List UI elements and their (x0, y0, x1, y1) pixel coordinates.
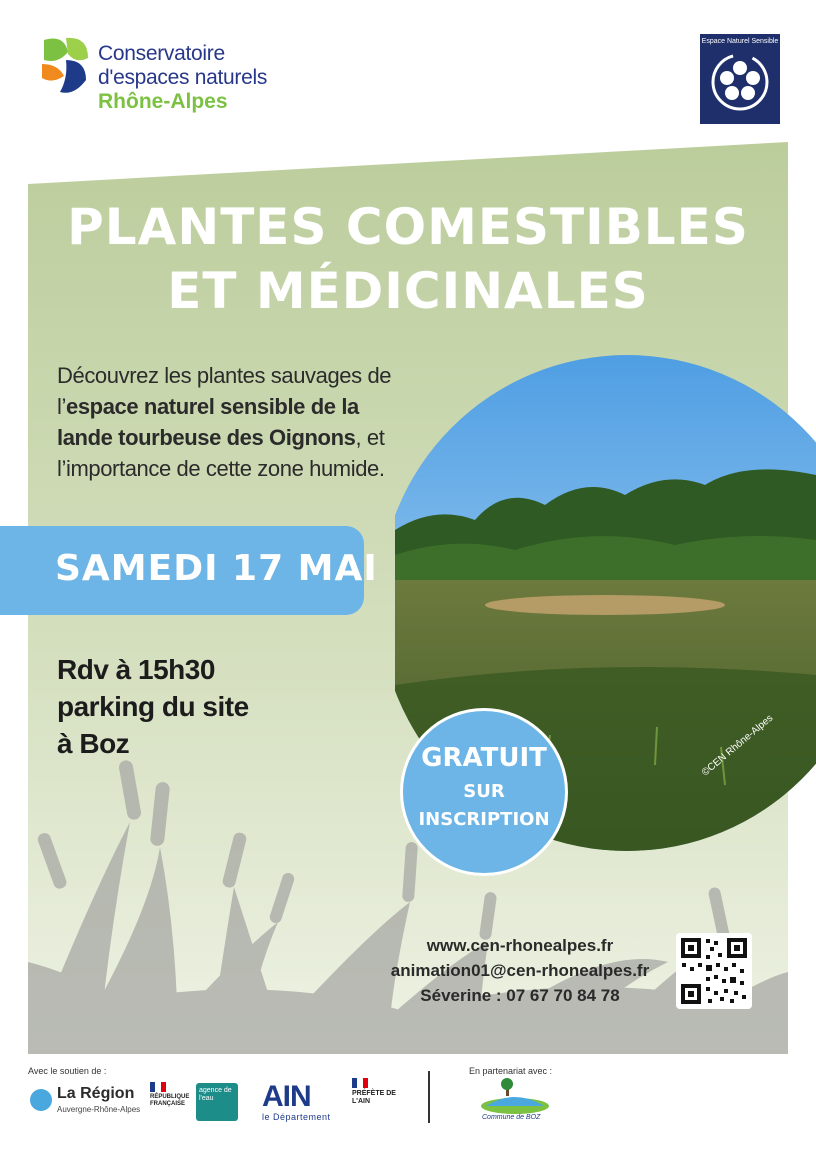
ain-logo (262, 1082, 342, 1126)
support-label: Avec le soutien de : (28, 1066, 107, 1076)
ens-label: Espace Naturel Sensible (701, 38, 779, 45)
free-registration-badge (400, 708, 568, 876)
intro-part1: Découvrez les plantes sauvages de l’ (57, 363, 392, 419)
french-flag-icon (352, 1078, 368, 1088)
prefecture-text: PRÉFÈTE DE L'AIN (352, 1090, 396, 1105)
contact-info (370, 933, 670, 1008)
cen-leaf-icon (38, 34, 90, 96)
ain-sub: le Département (262, 1112, 331, 1122)
republique-logo (150, 1082, 194, 1126)
boz-logo (476, 1078, 554, 1126)
logo-line1: Conservatoire (98, 42, 225, 65)
title-line2: ET MÉDICINALES (167, 262, 649, 320)
region-logo (30, 1085, 140, 1119)
rdv-line1: Rdv à 15h30 (57, 654, 215, 685)
prefecture-logo (352, 1078, 402, 1124)
region-name: La Région (57, 1085, 135, 1102)
logo-line2: d'espaces naturels (98, 66, 268, 89)
ens-badge (700, 34, 780, 124)
intro-bold: espace naturel sensible de la lande tourbeuse des Oignons (57, 394, 359, 450)
website-link[interactable]: www.cen-rhonealpes.fr (426, 936, 614, 955)
intro-part2: , et l’importance de cette zone humide. (57, 425, 385, 481)
qr-code-icon[interactable] (676, 933, 752, 1009)
badge-line1: GRATUIT (421, 743, 547, 773)
badge-line3: INSCRIPTION (418, 809, 550, 830)
boz-landscape-icon (476, 1078, 554, 1114)
region-icon (30, 1089, 52, 1111)
title-line1: PLANTES COMESTIBLES (67, 198, 749, 256)
ain-name: AIN (262, 1080, 311, 1113)
partner-label: En partenariat avec : (469, 1066, 553, 1076)
intro-text (57, 360, 417, 484)
event-date: SAMEDI 17 MAI (55, 548, 378, 589)
flower-icon (710, 52, 770, 112)
french-flag-icon (150, 1082, 166, 1092)
badge-line2: SUR (463, 781, 505, 802)
footer-divider (428, 1071, 430, 1123)
rdv-line2: parking du site (57, 691, 249, 722)
boz-label: Commune de BOZ (482, 1114, 541, 1121)
phone-number: Séverine : 07 67 70 84 78 (420, 986, 620, 1005)
republique-text: RÉPUBLIQUE FRANÇAISE (150, 1094, 190, 1107)
rdv-line3: à Boz (57, 728, 130, 759)
rendezvous-info (57, 651, 249, 762)
region-sub: Auvergne-Rhône-Alpes (57, 1105, 141, 1114)
cen-logo (38, 34, 318, 124)
email-link[interactable]: animation01@cen-rhonealpes.fr (390, 961, 650, 980)
agence-eau-text: agence de l'eau (199, 1087, 232, 1102)
logo-line3: Rhône-Alpes (98, 90, 228, 113)
agence-eau-logo (196, 1083, 238, 1121)
photo-credit: ©CEN Rhône-Alpes (700, 712, 776, 779)
